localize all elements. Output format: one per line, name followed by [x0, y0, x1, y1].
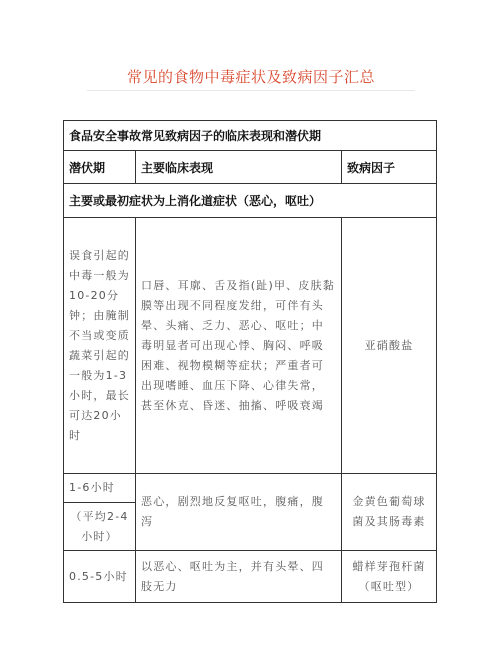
latency-cell: 0.5-5小时 [64, 551, 136, 603]
title-divider [87, 90, 415, 91]
header-latency: 潜伏期 [64, 151, 136, 184]
header-symptoms: 主要临床表现 [136, 151, 342, 184]
section-heading: 主要或最初症状为上消化道症状（恶心，呕吐） [64, 184, 437, 218]
latency-cell: 1-6小时 [64, 474, 136, 503]
agent-cell: 金黄色葡萄球菌及其肠毒素 [342, 474, 437, 551]
latency-note-cell: （平均2-4小时） [64, 503, 136, 551]
pathogen-table [63, 120, 437, 603]
symptoms-cell: 以恶心、呕吐为主，并有头晕、四肢无力 [136, 551, 342, 603]
agent-cell: 蜡样芽孢杆菌（呕吐型） [342, 551, 437, 603]
table-row [64, 218, 437, 474]
symptoms-cell: 恶心，剧烈地反复呕吐，腹痛，腹泻 [136, 474, 342, 551]
header-agent: 致病因子 [342, 151, 437, 184]
agent-cell: 亚硝酸盐 [342, 218, 437, 474]
table-title: 食品安全事故常见致病因子的临床表现和潜伏期 [64, 121, 437, 151]
table-row [64, 551, 437, 603]
latency-cell: 误食引起的中毒一般为10-20分钟；由腌制不当或变质蔬菜引起的一般为1-3小时，最长可达20小时 [64, 218, 136, 474]
symptoms-cell: 口唇、耳廓、舌及指(趾)甲、皮肤黏膜等出现不同程度发绀，可伴有头晕、头痛、乏力、恶心、呕吐；中毒明显者可出现心悸、胸闷、呼吸困难、视物模糊等症状；严重者可出现嗜睡、血压下降、心律失常，甚至休克、昏迷、抽搐、呼吸衰竭 [136, 218, 342, 474]
page-title: 常见的食物中毒症状及致病因子汇总 [126, 68, 375, 86]
table-row [64, 474, 437, 503]
